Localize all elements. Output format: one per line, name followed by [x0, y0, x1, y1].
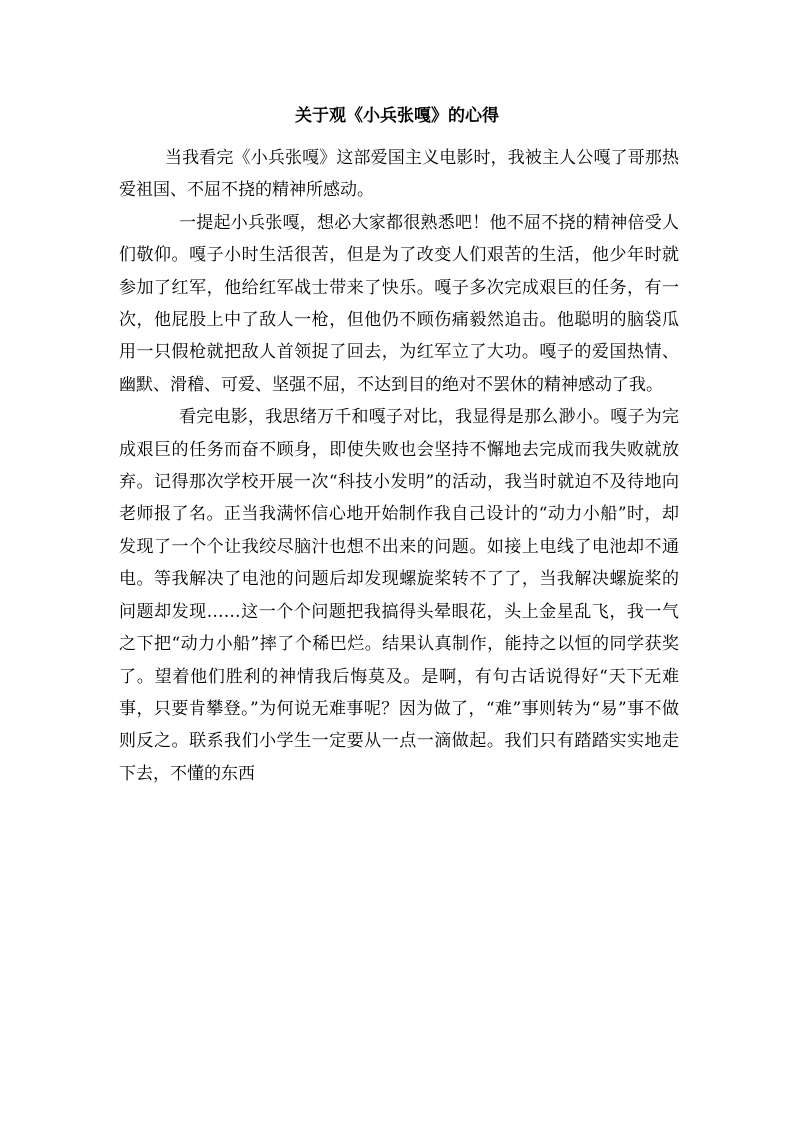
paragraph-reflection: 看完电影，我思绪万千和嘎子对比，我显得是那么渺小。嘎子为完成艰巨的任务而奋不顾身，即使失败也会坚持不懈地去完成而我失败就放弃。记得那次学校开展一次“科技小发明”的活动，我当时就迫不及待地向老师报了名。正当我满怀信心地开始制作我自己设计的“动力小船”时，却发现了一个个让我绞尽脑汁也想不出来的问题。如接上电线了电池却不通电。等我解决了电池的问题后却发现螺旋桨转不了了，当我解决螺旋桨的问题却发现……这一个个问题把我搞得头晕眼花，头上金星乱飞，我一气之下把“动力小船”摔了个稀巴烂。结果认真制作，能持之以恒的同学获奖了。望着他们胜利的神情我后悔莫及。是啊，有句古话说得好“天下无难事，只要肯攀登。”为何说无难事呢？因为做了，“难”事则转为“易”事不做则反之。联系我们小学生一定要从一点一滴做起。我们只有踏踏实实地走下去，不懂的东西 — [119, 407, 679, 784]
paragraph-character: 一提起小兵张嘎，想必大家都很熟悉吧！他不屈不挠的精神倍受人们敬仰。嘎子小时生活很苦，但是为了改变人们艰苦的生活，他少年时就参加了红军，他给红军战士带来了快乐。嘎子多次完成艰巨的任务，有一次，他屁股上中了敌人一枪，但他仍不顾伤痛毅然追击。他聪明的脑袋瓜用一只假枪就把敌人首领捉了回去，为红军立了大功。嘎子的爱国热情、幽默、滑稽、可爱、坚强不屈，不达到目的绝对不罢休的精神感动了我。 — [119, 212, 679, 395]
document-title: 关于观《小兵张嘎》的心得 — [295, 106, 499, 126]
paragraph-intro: 当我看完《小兵张嘎》这部爱国主义电影时，我被主人公嘎了哥那热爱祖国、不屈不挠的精神所感动。 — [119, 148, 679, 201]
document-body — [119, 142, 679, 790]
